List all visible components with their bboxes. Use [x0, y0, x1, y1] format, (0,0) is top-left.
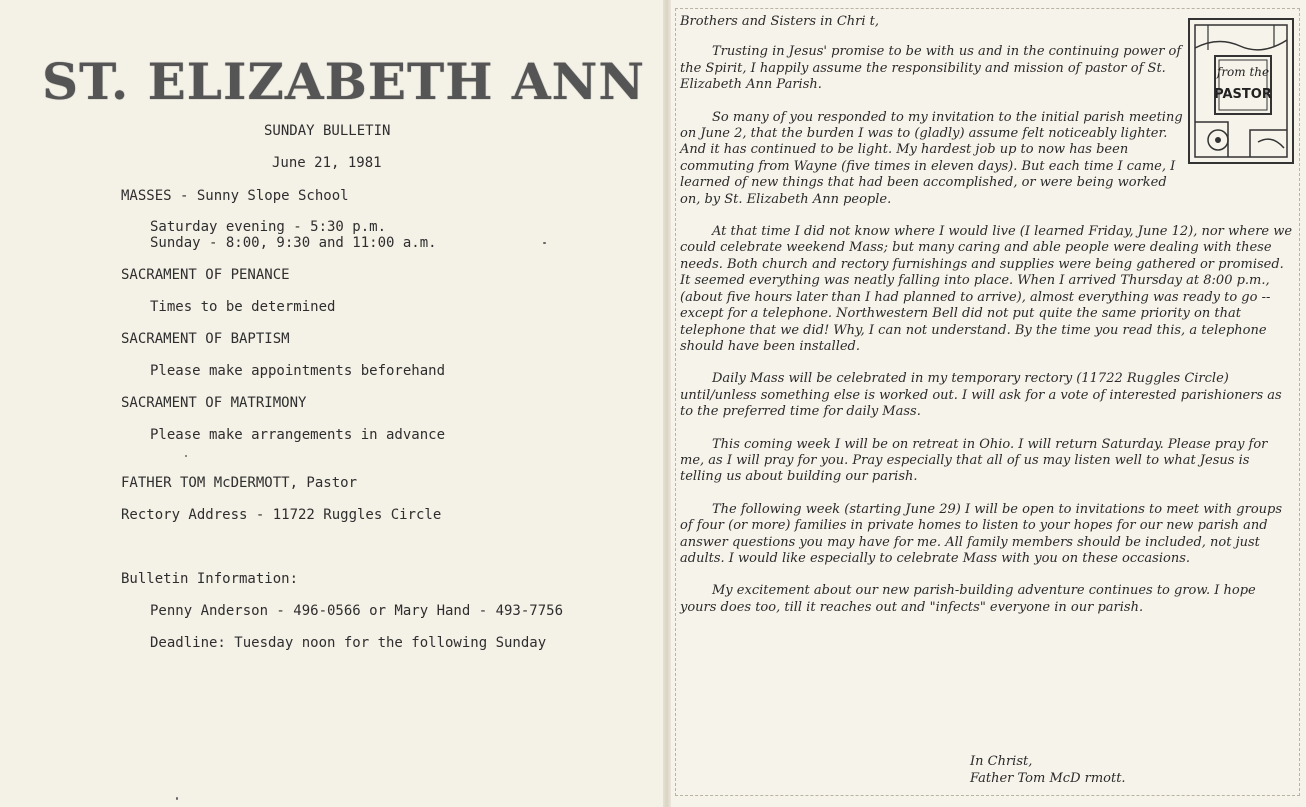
pastor-letter — [680, 14, 1295, 632]
masses-heading: MASSES - Sunny Slope School — [121, 188, 349, 204]
letter-signature: Father Tom McD rmott. — [970, 771, 1126, 786]
mass-sunday: Sunday - 8:00, 9:30 and 11:00 a.m. — [150, 235, 437, 251]
rectory-address: Rectory Address - 11722 Ruggles Circle — [121, 507, 442, 523]
ink-speck — [185, 455, 187, 457]
parish-name-masthead: ST. ELIZABETH ANN — [42, 52, 646, 111]
bulletin-deadline: Deadline: Tuesday noon for the following Sunday — [150, 635, 547, 651]
letter-paragraph: Daily Mass will be celebrated in my temporary rectory (11722 Ruggles Circle) until/unless something else is worked out. I will ask for a vote of interested parishioners as to the preferred time for daily Mass. — [680, 371, 1282, 420]
letter-closing: In Christ, — [970, 754, 1033, 769]
ink-speck — [543, 242, 546, 244]
mass-saturday: Saturday evening - 5:30 p.m. — [150, 219, 387, 235]
penance-detail: Times to be determined — [150, 299, 336, 315]
logo-text-top: from the — [1216, 65, 1270, 79]
penance-heading: SACRAMENT OF PENANCE — [121, 267, 290, 283]
letter-paragraph: This coming week I will be on retreat in Ohio. I will return Saturday. Please pray for me, as I will pray for you. Pray especially that all of us may listen well to what Jesus is telling us about building our parish. — [680, 436, 1268, 485]
baptism-detail: Please make appointments beforehand — [150, 363, 446, 379]
pastor-name: FATHER TOM McDERMOTT, Pastor — [121, 475, 358, 491]
bulletin-title: SUNDAY BULLETIN — [264, 123, 391, 139]
letter-paragraph: My excitement about our new parish-building adventure continues to grow. I hope yours does too, till it reaches out and "infects" everyone in our parish. — [680, 583, 1256, 615]
baptism-heading: SACRAMENT OF BAPTISM — [121, 331, 290, 347]
letter-paragraph: The following week (starting June 29) I will be open to invitations to meet with groups of four (or more) families in private homes to listen to your hopes for our new parish and answer questions you may have for me. All family members should be included, not just adults. I would like especially to celebrate Mass with you on these occasions. — [680, 501, 1283, 566]
matrimony-detail: Please make arrangements in advance — [150, 427, 446, 443]
letter-greeting: Brothers and Sisters in Chri t, — [680, 14, 879, 29]
ink-speck — [176, 797, 178, 800]
bulletin-date: June 21, 1981 — [272, 155, 382, 171]
bulletin-info-contacts: Penny Anderson - 496-0566 or Mary Hand - 493-7756 — [150, 603, 564, 619]
logo-text-bottom: PASTOR — [1214, 87, 1272, 102]
bulletin-info-heading: Bulletin Information: — [121, 571, 299, 587]
letter-signoff — [970, 753, 1126, 787]
matrimony-heading: SACRAMENT OF MATRIMONY — [121, 395, 307, 411]
page-fold — [663, 0, 671, 807]
letter-paragraph: So many of you responded to my invitation to the initial parish meeting on June 2, that the burden I was to (gladly) assume felt noticeably lighter. And it has continued to be light. My hardest job up to now has been commuting from Wayne (five times in eleven days). But each time I came, I learned of new things that had been accomplished, or were being worked on, by St. Elizabeth Ann people. — [680, 109, 1183, 207]
letter-paragraph: At that time I did not know where I would live (I learned Friday, June 12), nor where we could celebrate weekend Mass; but many caring and able people were dealing with these needs. Both church and rectory furnishings and supplies were being gathered or promised. It seemed everything was neatly falling into place. When I arrived Thursday at 8:00 p.m., (about five hours later than I had planned to arrive), almost everything was ready to go -- except for a telephone. Northwestern Bell did not put quite the same priority on that telephone that we did! Why, I can not understand. By the time you read this, a telephone should have been installed. — [680, 224, 1293, 354]
letter-paragraph: Trusting in Jesus' promise to be with us and in the continuing power of the Spirit, I happily assume the responsibility and mission of pastor of St. Elizabeth Ann Parish. — [680, 44, 1182, 93]
